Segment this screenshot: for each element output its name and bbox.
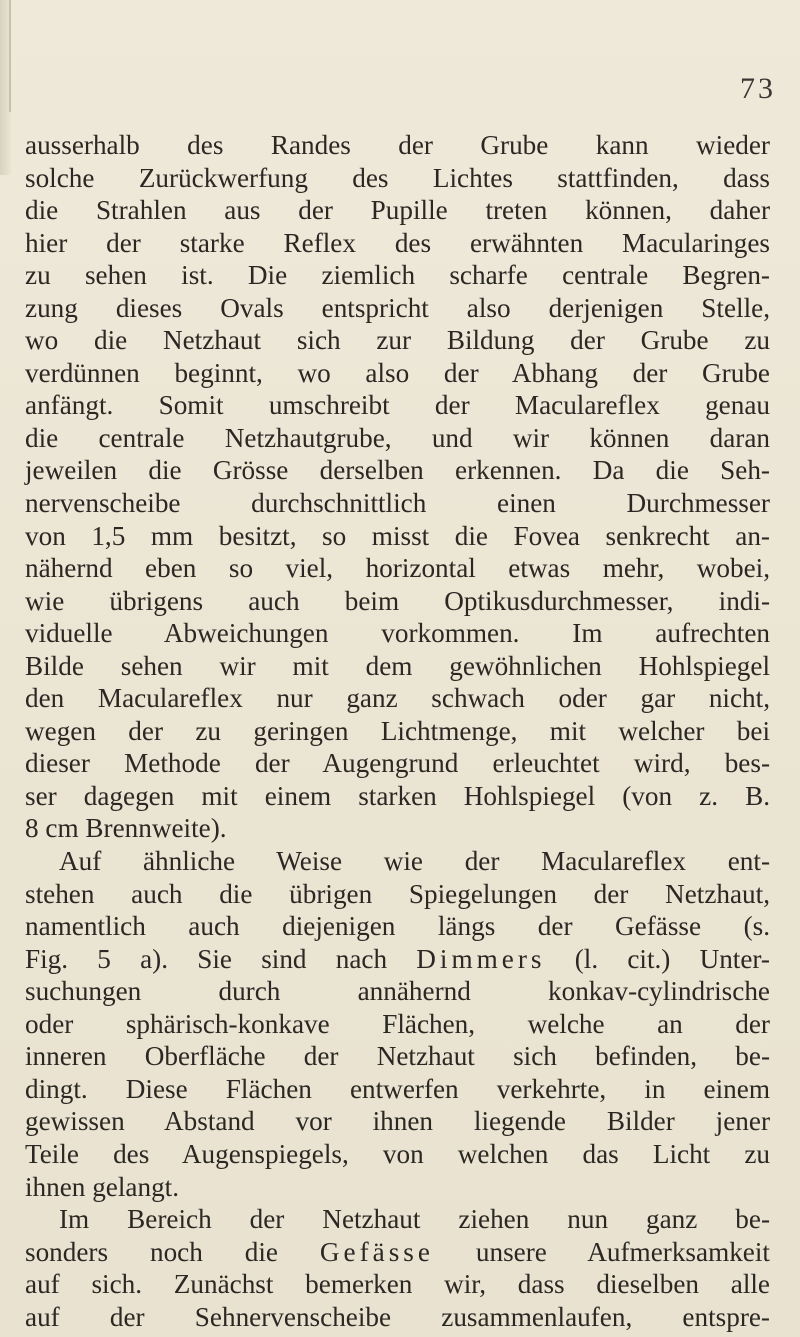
text-line: viduelle Abweichungen vorkommen. Im aufrechten [25, 618, 770, 649]
page-number: 73 [740, 72, 776, 105]
text-line: von 1,5 mm besitzt, so misst die Fovea senkrecht an- [25, 520, 770, 551]
text-line: auf sich. Zunächst bemerken wir, dass dieselben alle [25, 1269, 770, 1300]
text-line: dieser Methode der Augengrund erleuchtet wird, bes- [25, 748, 770, 779]
text-line: wie übrigens auch beim Optikusdurchmesser, indi- [25, 585, 770, 616]
text-line: gewissen Abstand vor ihnen liegende Bilder jener [25, 1106, 770, 1137]
body-text [25, 129, 770, 1333]
text-line: den Maculareflex nur ganz schwach oder gar nicht, [25, 683, 770, 714]
text-line: wegen der zu geringen Lichtmenge, mit welcher bei [25, 715, 770, 746]
text-line: die Strahlen aus der Pupille treten können, daher [25, 195, 770, 226]
text-line: nervenscheibe durchschnittlich einen Durchmesser [25, 488, 770, 519]
text-line: suchungen durch annähernd konkav-cylindrische [25, 976, 770, 1007]
text-line: auf der Sehnervenscheibe zusammenlaufen, entspre- [25, 1301, 770, 1332]
text-line: namentlich auch diejenigen längs der Gefässe (s. [25, 911, 770, 942]
text-line: zung dieses Ovals entspricht also derjenigen Stelle, [25, 292, 770, 323]
text-line: dingt. Diese Flächen entwerfen verkehrte, in einem [25, 1073, 770, 1104]
text-line: inneren Oberfläche der Netzhaut sich befinden, be- [25, 1041, 770, 1072]
text-line: Fig. 5 a). Sie sind nach Dimmers (l. cit.) Unter- [25, 943, 770, 974]
text-line: hier der starke Reflex des erwähnten Macularinges [25, 227, 770, 258]
emphasized-name: Gefässe [319, 1236, 434, 1267]
text-line: die centrale Netzhautgrube, und wir können daran [25, 422, 770, 453]
emphasized-name: Dimmers [416, 943, 546, 974]
text-line: ser dagegen mit einem starken Hohlspiegel (von z. B. [25, 780, 770, 811]
text-line: jeweilen die Grösse derselben erkennen. Da die Seh- [25, 455, 770, 486]
text-line: oder sphärisch-konkave Flächen, welche an der [25, 1008, 770, 1039]
text-line: Auf ähnliche Weise wie der Maculareflex ent- [59, 846, 770, 877]
text-line: Bilde sehen wir mit dem gewöhnlichen Hohlspiegel [25, 650, 770, 681]
text-line: anfängt. Somit umschreibt der Maculareflex genau [25, 390, 770, 421]
text-line: 8 cm Brennweite). [25, 813, 227, 844]
text-line: ihnen gelangt. [25, 1171, 180, 1202]
text-line: verdünnen beginnt, wo also der Abhang der Grube [25, 357, 770, 388]
binding-edge-line [9, 0, 11, 112]
text-line: stehen auch die übrigen Spiegelungen der Netzhaut, [25, 878, 770, 909]
text-line: Teile des Augenspiegels, von welchen das Licht zu [25, 1138, 770, 1169]
text-line: sonders noch die Gefässe unsere Aufmerksamkeit [25, 1236, 770, 1267]
text-line: wo die Netzhaut sich zur Bildung der Grube zu [25, 325, 770, 356]
text-line: ausserhalb des Randes der Grube kann wieder [25, 130, 770, 160]
text-line: nähernd eben so viel, horizontal etwas mehr, wobei, [25, 553, 770, 584]
text-line: zu sehen ist. Die ziemlich scharfe centrale Begren- [25, 260, 770, 291]
text-line: solche Zurückwerfung des Lichtes stattfinden, dass [25, 162, 770, 193]
text-line: Im Bereich der Netzhaut ziehen nun ganz be- [59, 1204, 770, 1235]
